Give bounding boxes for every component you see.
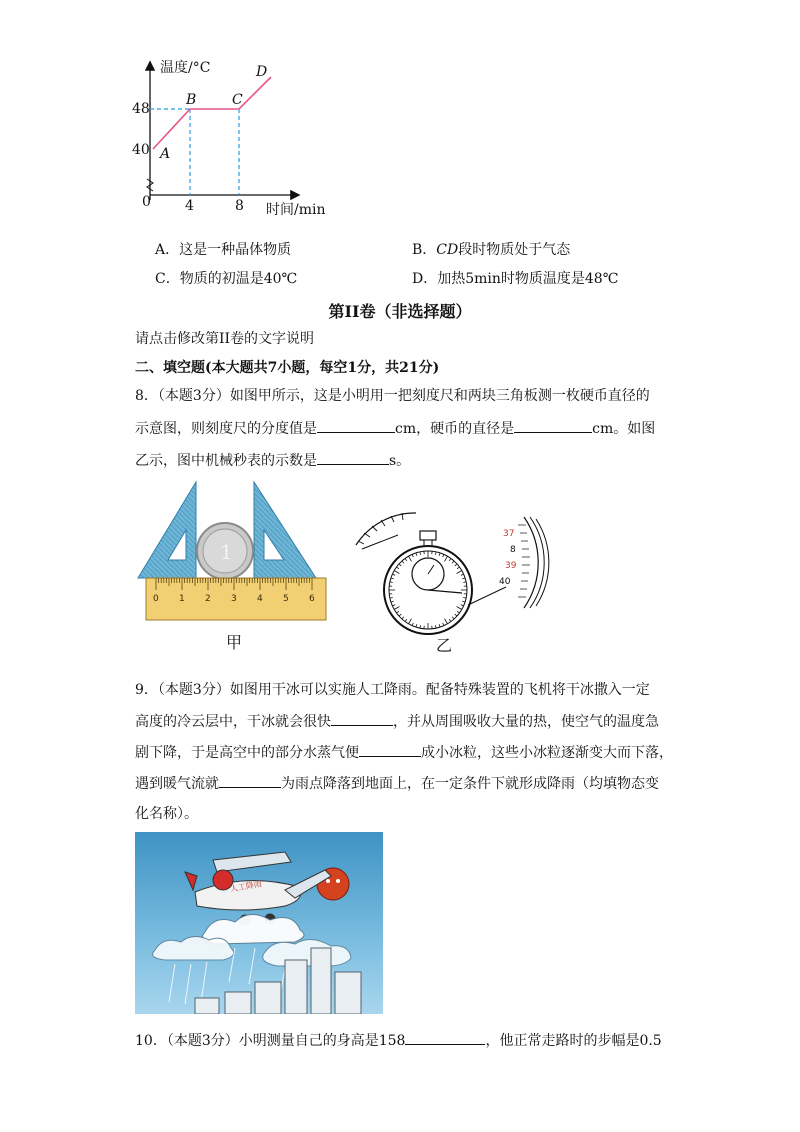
ruler-tick-1: 1 <box>179 594 185 604</box>
option-b-em: CD <box>436 242 459 258</box>
point-label-d: D <box>256 64 268 80</box>
point-label-c: C <box>232 92 243 108</box>
section-note[interactable]: 请点击修改第II卷的文字说明 <box>135 331 315 347</box>
q8-line3-b: s。 <box>389 453 411 469</box>
q10-line1-a: 10．（本题3分）小明测量自己的身高是158 <box>135 1033 406 1049</box>
ruler-tick-5: 5 <box>283 594 289 604</box>
q9-line5: 化名称）。 <box>135 806 198 822</box>
q8-blank-1[interactable] <box>317 418 395 433</box>
ruler-tick-6: 6 <box>309 594 315 604</box>
option-b-prefix: B． <box>412 242 437 258</box>
q8-line2-a: 示意图，则刻度尺的分度值是 <box>135 421 317 437</box>
caption-jia: 甲 <box>226 633 243 652</box>
point-label-a: A <box>160 146 171 162</box>
section-title: 第II卷（非选择题） <box>328 302 472 321</box>
ruler-tick-4: 4 <box>257 594 263 604</box>
q9-blank-2[interactable] <box>359 742 421 757</box>
graph-ytick-48: 48 <box>132 101 150 117</box>
q9-line4-a: 遇到暖气流就 <box>135 776 219 792</box>
section-heading: 二、填空题(本大题共7小题，每空1分，共21分) <box>135 360 440 376</box>
ruler-tick-labels <box>134 594 334 608</box>
q8-line2 <box>135 418 655 439</box>
caption-yi: 乙 <box>436 636 453 655</box>
ruler-tick-2: 2 <box>205 594 211 604</box>
graph-ytick-40: 40 <box>132 142 150 158</box>
coin-mark: 1 <box>220 540 233 564</box>
option-d: D．加热5min时物质温度是48℃ <box>412 271 619 287</box>
left-triangle <box>138 482 196 578</box>
option-a: A．这是一种晶体物质 <box>155 242 292 258</box>
q8-line1: 8．（本题3分）如图甲所示，这是小明用一把刻度尺和两块三角板测一枚硬币直径的 <box>135 388 650 404</box>
q9-blank-3[interactable] <box>219 773 281 788</box>
graph-xtick-8: 8 <box>235 198 244 214</box>
q8-line2-c: cm。如图 <box>592 421 656 437</box>
ruler-tick-3: 3 <box>231 594 237 604</box>
graph-xlabel: 时间/min <box>266 202 326 218</box>
sw-mark-39: 39 <box>505 561 517 571</box>
temperature-curve <box>153 77 271 149</box>
graph-ylabel: 温度/°C <box>160 60 211 76</box>
q9-line2-a: 高度的冷云层中，干冰就会很快 <box>135 714 331 730</box>
q9-line4-b: 为雨点降落到地面上，在一定条件下就形成降雨（均填物态变 <box>281 776 659 792</box>
sw-mark-37: 37 <box>503 529 515 539</box>
q8-blank-2[interactable] <box>514 418 592 433</box>
q9-line1: 9．（本题3分）如图用干冰可以实施人工降雨。配备特殊装置的飞机将干冰撒入一定 <box>135 682 650 698</box>
graph-origin: 0 <box>142 194 151 210</box>
option-c: C．物质的初温是40℃ <box>155 271 298 287</box>
q9-line2 <box>135 711 659 732</box>
sw-mark-40: 40 <box>499 577 511 587</box>
artificial-rain-illustration <box>135 832 383 1014</box>
plane-label: 人工降雨 <box>229 879 263 894</box>
point-label-b: B <box>186 92 197 108</box>
graph-xtick-4: 4 <box>185 198 194 214</box>
right-triangle <box>254 482 316 578</box>
option-b-suffix: 段时物质处于气态 <box>458 242 571 258</box>
stopwatch-zoom <box>490 515 550 610</box>
q8-line3-a: 乙示，图中机械秒表的示数是 <box>135 453 317 469</box>
q10-line1-b: ，他正常走路时的步幅是0.5 <box>485 1033 662 1049</box>
q10-line1 <box>135 1030 662 1051</box>
q9-line3-b: 成小冰粒，这些小冰粒逐渐变大而下落， <box>421 745 673 761</box>
q9-line2-b: ，并从周围吸收大量的热，使空气的温度急 <box>393 714 659 730</box>
q9-line3 <box>135 742 673 763</box>
sw-mark-8: 8 <box>510 545 516 555</box>
ruler-tick-0: 0 <box>153 594 159 604</box>
q8-blank-3[interactable] <box>317 450 389 465</box>
q8-line2-b: cm，硬币的直径是 <box>395 421 515 437</box>
q8-line3 <box>135 450 410 471</box>
q9-blank-1[interactable] <box>331 711 393 726</box>
option-b <box>412 240 570 260</box>
q9-line3-a: 剧下降，于是高空中的部分水蒸气便 <box>135 745 359 761</box>
q9-line4 <box>135 773 659 794</box>
q10-blank-1[interactable] <box>405 1030 485 1045</box>
